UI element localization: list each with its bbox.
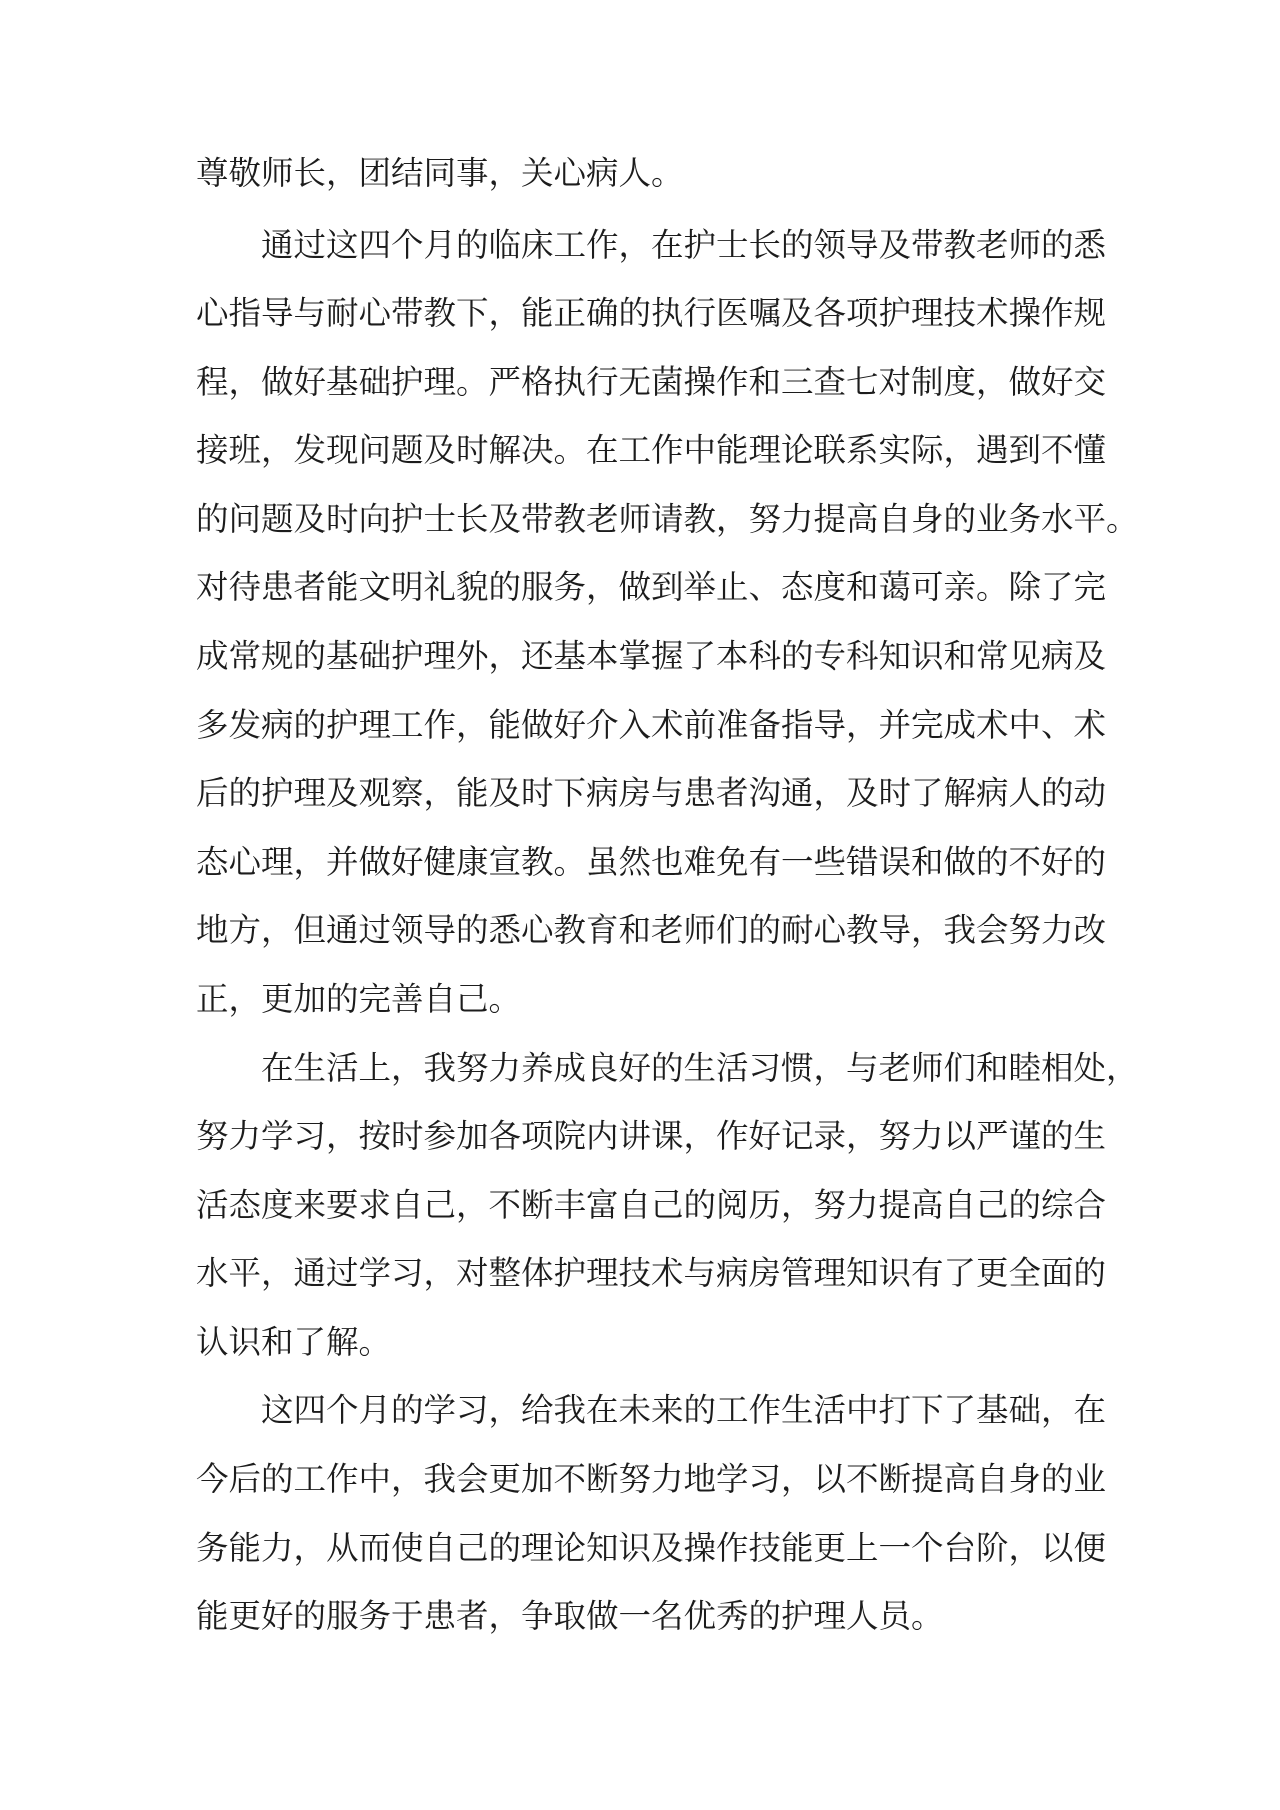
paragraph-3-line-4: 水平，通过学习，对整体护理技术与病房管理知识有了更全面的 xyxy=(196,1254,1107,1292)
paragraph-1-line-1: 尊敬师长，团结同事，关心病人。 xyxy=(196,154,684,192)
paragraph-2-line-5: 的问题及时向护士长及带教老师请教，努力提高自身的业务水平。 xyxy=(196,500,1139,538)
paragraph-2-line-11: 地方，但通过领导的悉心教育和老师们的耐心教导，我会努力改 xyxy=(196,911,1107,949)
paragraph-2-line-7: 成常规的基础护理外，还基本掌握了本科的专科知识和常见病及 xyxy=(196,637,1107,675)
paragraph-2-line-9: 后的护理及观察，能及时下病房与患者沟通，及时了解病人的动 xyxy=(196,774,1107,812)
paragraph-4-line-1: 这四个月的学习，给我在未来的工作生活中打下了基础，在 xyxy=(261,1391,1107,1429)
paragraph-2-line-2: 心指导与耐心带教下，能正确的执行医嘱及各项护理技术操作规 xyxy=(196,294,1107,332)
paragraph-2-line-4: 接班，发现问题及时解决。在工作中能理论联系实际，遇到不懂 xyxy=(196,431,1107,469)
paragraph-4-line-3: 务能力，从而使自己的理论知识及操作技能更上一个台阶，以便 xyxy=(196,1529,1107,1567)
paragraph-2-line-3: 程，做好基础护理。严格执行无菌操作和三查七对制度，做好交 xyxy=(196,363,1107,401)
paragraph-3-line-5: 认识和了解。 xyxy=(196,1323,392,1361)
paragraph-4-line-2: 今后的工作中，我会更加不断努力地学习，以不断提高自身的业 xyxy=(196,1460,1107,1498)
paragraph-4-line-4: 能更好的服务于患者，争取做一名优秀的护理人员。 xyxy=(196,1597,944,1635)
paragraph-3-line-2: 努力学习，按时参加各项院内讲课，作好记录，努力以严谨的生 xyxy=(196,1117,1107,1155)
paragraph-3-line-1: 在生活上，我努力养成良好的生活习惯，与老师们和睦相处， xyxy=(261,1049,1139,1087)
paragraph-2-line-6: 对待患者能文明礼貌的服务，做到举止、态度和蔼可亲。除了完 xyxy=(196,568,1107,606)
paragraph-2-line-10: 态心理，并做好健康宣教。虽然也难免有一些错误和做的不好的 xyxy=(196,843,1107,881)
paragraph-2-line-12: 正，更加的完善自己。 xyxy=(196,980,522,1018)
paragraph-3-line-3: 活态度来要求自己，不断丰富自己的阅历，努力提高自己的综合 xyxy=(196,1186,1107,1224)
paragraph-2-line-8: 多发病的护理工作，能做好介入术前准备指导，并完成术中、术 xyxy=(196,706,1107,744)
paragraph-2-line-1: 通过这四个月的临床工作，在护士长的领导及带教老师的悉 xyxy=(261,226,1107,264)
